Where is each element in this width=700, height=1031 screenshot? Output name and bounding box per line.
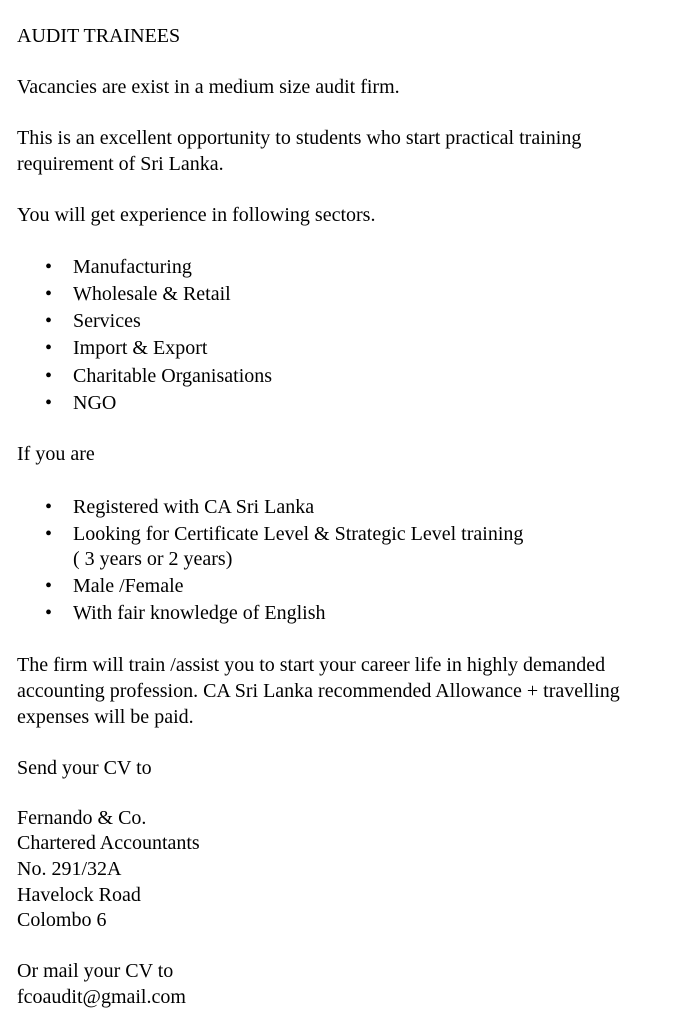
bullet-icon: • — [45, 283, 53, 305]
mail-cv-text: Or mail your CV to — [17, 960, 174, 982]
bullet-icon: • — [45, 602, 53, 624]
requirement-continuation: ( 3 years or 2 years) — [73, 548, 233, 570]
page-title: AUDIT TRAINEES — [17, 25, 181, 47]
bullet-icon: • — [45, 523, 53, 545]
bullet-icon: • — [45, 392, 53, 414]
email-address: fcoaudit@gmail.com — [17, 986, 186, 1008]
address-number: No. 291/32A — [17, 858, 122, 880]
bullet-icon: • — [45, 310, 53, 332]
bullet-icon: • — [45, 337, 53, 359]
requirement-label: Male /Female — [73, 575, 184, 597]
firm-paragraph-line-2: accounting profession. CA Sri Lanka recommended Allowance + travelling — [17, 680, 620, 702]
intro-text: Vacancies are exist in a medium size audit firm. — [17, 76, 400, 98]
sector-label: NGO — [73, 392, 117, 414]
firm-name: Fernando & Co. — [17, 807, 147, 829]
address-road: Havelock Road — [17, 884, 141, 906]
firm-paragraph-line-1: The firm will train /assist you to start your career life in highly demanded — [17, 654, 606, 676]
address-city: Colombo 6 — [17, 909, 107, 931]
requirement-label: Registered with CA Sri Lanka — [73, 496, 315, 518]
bullet-icon: • — [45, 575, 53, 597]
requirement-label: Looking for Certificate Level & Strategic Level training — [73, 523, 524, 545]
opportunity-line-1: This is an excellent opportunity to students who start practical training — [17, 127, 582, 149]
sectors-intro: You will get experience in following sectors. — [17, 204, 376, 226]
bullet-icon: • — [45, 256, 53, 278]
requirement-label: With fair knowledge of English — [73, 602, 326, 624]
bullet-icon: • — [45, 496, 53, 518]
bullet-icon: • — [45, 365, 53, 387]
opportunity-line-2: requirement of Sri Lanka. — [17, 153, 224, 175]
sector-label: Charitable Organisations — [73, 365, 273, 387]
firm-paragraph-line-3: expenses will be paid. — [17, 706, 194, 728]
send-cv-text: Send your CV to — [17, 757, 152, 779]
if-you-are-text: If you are — [17, 443, 95, 465]
firm-designation: Chartered Accountants — [17, 832, 200, 854]
sector-label: Import & Export — [73, 337, 208, 359]
sector-label: Wholesale & Retail — [73, 283, 231, 305]
sector-label: Manufacturing — [73, 256, 192, 278]
sector-label: Services — [73, 310, 141, 332]
